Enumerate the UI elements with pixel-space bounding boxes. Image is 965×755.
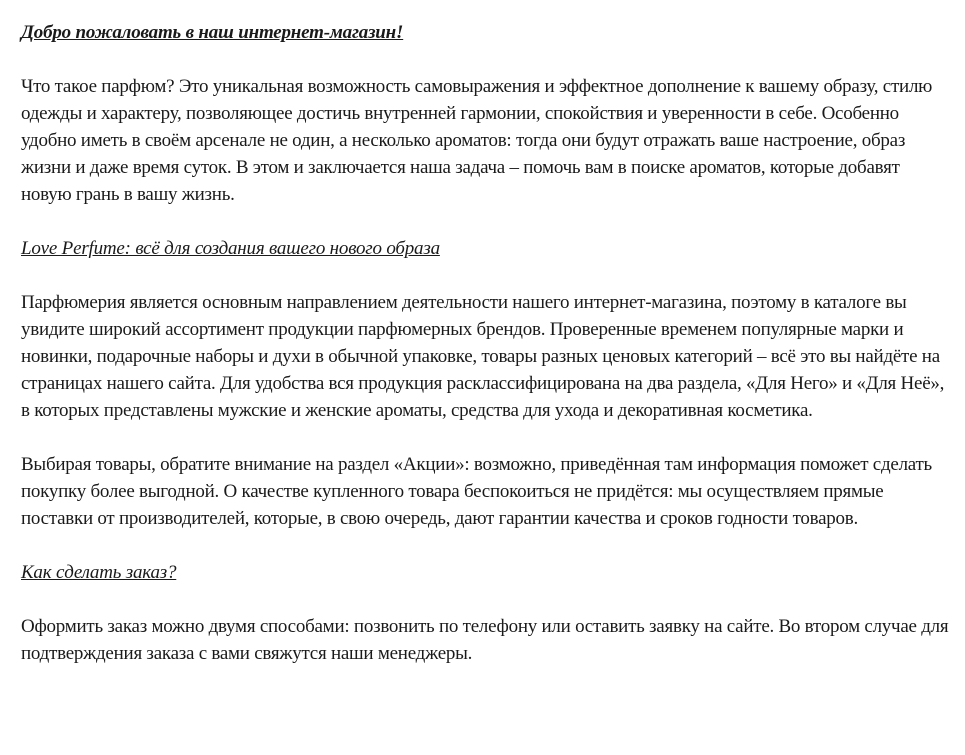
article xyxy=(21,19,951,667)
spacer xyxy=(21,532,951,559)
spacer xyxy=(21,262,951,289)
spacer xyxy=(21,208,951,235)
spacer xyxy=(21,586,951,613)
spacer xyxy=(21,424,951,451)
catalog-paragraph: Парфюмерия является основным направлением деятельности нашего интернет-магазина, поэтому в каталоге вы увидите широкий ассортимент продукции парфюмерных брендов. Проверенные временем популярные марки и новинки, подарочные наборы и духи в обычной упаковке, товары разных ценовых категорий – всё это вы найдёте на страницах нашего сайта. Для удобства вся продукция расклассифицирована на два раздела, «Для Него» и «Для Неё», в которых представлены мужские и женские ароматы, средства для ухода и декоративная косметика. xyxy=(21,292,945,421)
order-paragraph: Оформить заказ можно двумя способами: позвонить по телефону или оставить заявку на сайте. Во втором случае для подтверждения заказа с вами свяжутся наши менеджеры. xyxy=(21,616,949,664)
welcome-heading: Добро пожаловать в наш интернет-магазин! xyxy=(21,22,404,43)
intro-paragraph: Что такое парфюм? Это уникальная возможность самовыражения и эффектное дополнение к вашему образу, стилю одежды и характеру, позволяющее достичь внутренней гармонии, спокойствия и уверенности в себе. Особенно удобно иметь в своём арсенале не один, а несколько ароматов: тогда они будут отражать ваше настроение, образ жизни и даже время суток. В этом и заключается наша задача – помочь вам в поиске ароматов, которые добавят новую грань в вашу жизнь. xyxy=(21,76,933,205)
promotions-paragraph: Выбирая товары, обратите внимание на раздел «Акции»: возможно, приведённая там информация поможет сделать покупку более выгодной. О качестве купленного товара беспокоиться не придётся: мы осуществляем прямые поставки от производителей, которые, в свою очередь, дают гарантии качества и сроков годности товаров. xyxy=(21,454,932,529)
section-heading-how-to-order: Как сделать заказ? xyxy=(21,562,177,583)
section-heading-love-perfume: Love Perfume: всё для создания вашего нового образа xyxy=(21,238,440,259)
spacer xyxy=(21,46,951,73)
